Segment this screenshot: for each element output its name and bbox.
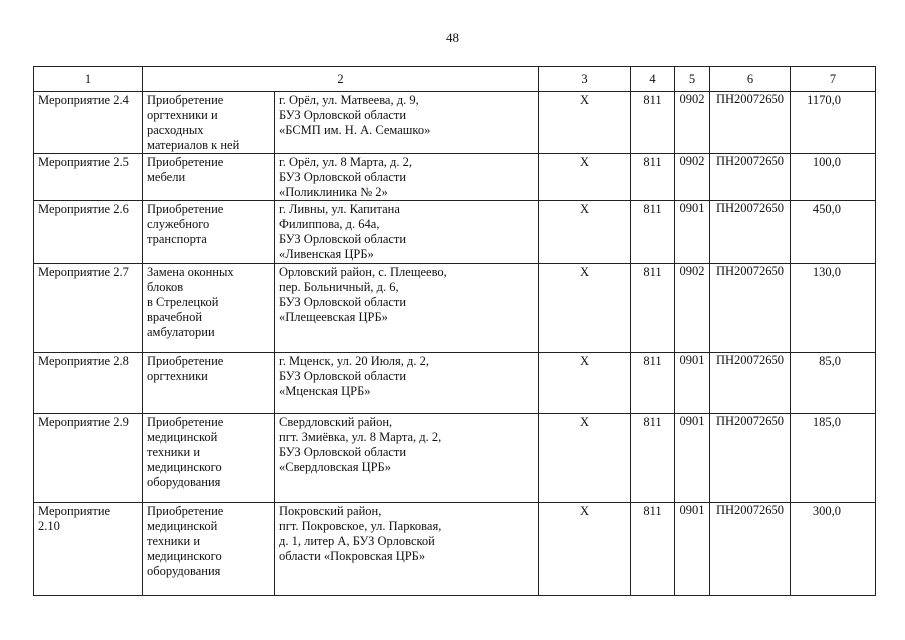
address-cell: Покровский район, пгт. Покровское, ул. Парковая, д. 1, литер А, БУЗ Орловской области «Покровская ЦРБ» xyxy=(275,503,539,596)
col6-cell: ПН20072650 xyxy=(710,264,791,353)
header-col-3: 3 xyxy=(539,67,631,92)
address-cell: Орловский район, с. Плещеево, пер. Больничный, д. 6, БУЗ Орловской области «Плещеевская ЦРБ» xyxy=(275,264,539,353)
event-cell: Мероприятие 2.5 xyxy=(34,154,143,201)
header-col-4: 4 xyxy=(631,67,675,92)
table-row xyxy=(34,353,876,414)
amount-cell: 450,0 xyxy=(791,201,876,264)
event-cell: Мероприятие 2.6 xyxy=(34,201,143,264)
address-cell: г. Мценск, ул. 20 Июля, д. 2, БУЗ Орловской области «Мценская ЦРБ» xyxy=(275,353,539,414)
table-row xyxy=(34,503,876,596)
header-col-6: 6 xyxy=(710,67,791,92)
table-row xyxy=(34,414,876,503)
header-col-1: 1 xyxy=(34,67,143,92)
col4-cell: 811 xyxy=(631,414,675,503)
col6-cell: ПН20072650 xyxy=(710,201,791,264)
name-cell: Приобретение медицинской техники и медицинского оборудования xyxy=(143,414,275,503)
col3-cell: Х xyxy=(539,414,631,503)
amount-cell: 100,0 xyxy=(791,154,876,201)
col4-cell: 811 xyxy=(631,92,675,154)
col4-cell: 811 xyxy=(631,264,675,353)
col3-cell: Х xyxy=(539,353,631,414)
event-cell: Мероприятие 2.10 xyxy=(34,503,143,596)
col3-cell: Х xyxy=(539,92,631,154)
col5-cell: 0902 xyxy=(675,264,710,353)
col6-cell: ПН20072650 xyxy=(710,353,791,414)
amount-cell: 1170,0 xyxy=(791,92,876,154)
table-row xyxy=(34,201,876,264)
col3-cell: Х xyxy=(539,264,631,353)
event-cell: Мероприятие 2.9 xyxy=(34,414,143,503)
address-cell: г. Ливны, ул. Капитана Филиппова, д. 64а, БУЗ Орловской области «Ливенская ЦРБ» xyxy=(275,201,539,264)
event-cell: Мероприятие 2.4 xyxy=(34,92,143,154)
col6-cell: ПН20072650 xyxy=(710,92,791,154)
col5-cell: 0902 xyxy=(675,154,710,201)
header-row xyxy=(34,67,876,92)
col3-cell: Х xyxy=(539,154,631,201)
col6-cell: ПН20072650 xyxy=(710,414,791,503)
name-cell: Замена оконных блоков в Стрелецкой врачебной амбулатории xyxy=(143,264,275,353)
name-cell: Приобретение оргтехники и расходных материалов к ней xyxy=(143,92,275,154)
table-row xyxy=(34,92,876,154)
address-cell: Свердловский район, пгт. Змиёвка, ул. 8 Марта, д. 2, БУЗ Орловской области «Свердловская ЦРБ» xyxy=(275,414,539,503)
col5-cell: 0901 xyxy=(675,414,710,503)
table-row xyxy=(34,264,876,353)
amount-cell: 300,0 xyxy=(791,503,876,596)
amount-cell: 185,0 xyxy=(791,414,876,503)
table-row xyxy=(34,154,876,201)
col5-cell: 0902 xyxy=(675,92,710,154)
col3-cell: Х xyxy=(539,503,631,596)
event-cell: Мероприятие 2.8 xyxy=(34,353,143,414)
col5-cell: 0901 xyxy=(675,201,710,264)
name-cell: Приобретение мебели xyxy=(143,154,275,201)
event-cell: Мероприятие 2.7 xyxy=(34,264,143,353)
col3-cell: Х xyxy=(539,201,631,264)
page-number: 48 xyxy=(446,30,459,45)
header-col-7: 7 xyxy=(791,67,876,92)
col4-cell: 811 xyxy=(631,353,675,414)
address-cell: г. Орёл, ул. Матвеева, д. 9, БУЗ Орловской области «БСМП им. Н. А. Семашко» xyxy=(275,92,539,154)
col6-cell: ПН20072650 xyxy=(710,154,791,201)
col5-cell: 0901 xyxy=(675,503,710,596)
col5-cell: 0901 xyxy=(675,353,710,414)
amount-cell: 130,0 xyxy=(791,264,876,353)
header-col-2: 2 xyxy=(143,67,539,92)
amount-cell: 85,0 xyxy=(791,353,876,414)
budget-table xyxy=(33,66,876,596)
col4-cell: 811 xyxy=(631,503,675,596)
col6-cell: ПН20072650 xyxy=(710,503,791,596)
name-cell: Приобретение служебного транспорта xyxy=(143,201,275,264)
col4-cell: 811 xyxy=(631,201,675,264)
address-cell: г. Орёл, ул. 8 Марта, д. 2, БУЗ Орловской области «Поликлиника № 2» xyxy=(275,154,539,201)
header-col-5: 5 xyxy=(675,67,710,92)
name-cell: Приобретение оргтехники xyxy=(143,353,275,414)
col4-cell: 811 xyxy=(631,154,675,201)
name-cell: Приобретение медицинской техники и медицинского оборудования xyxy=(143,503,275,596)
